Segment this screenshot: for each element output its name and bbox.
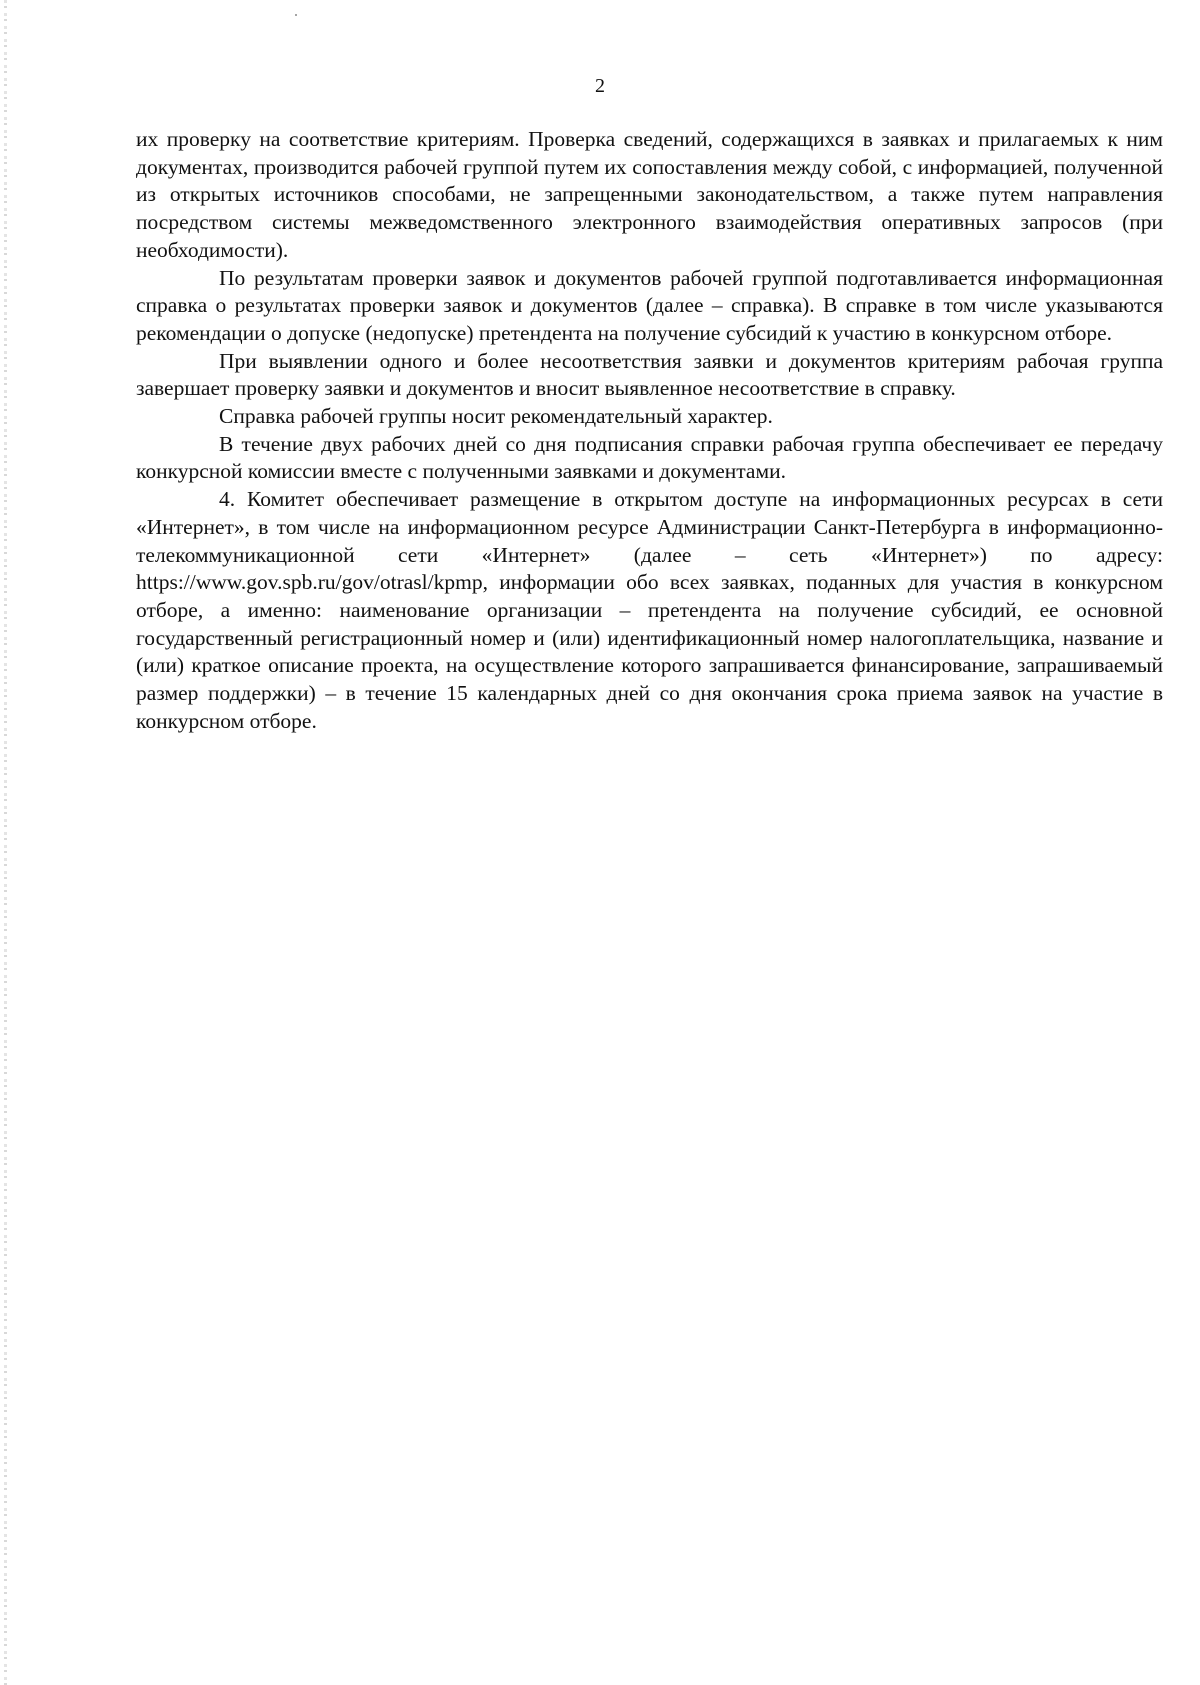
document-body	[136, 126, 1163, 735]
paragraph-nonconformity: При выявлении одного и более несоответствия заявки и документов критериям рабочая группа завершает проверку заявки и документов и вносит выявленное несоответствие в справку.	[136, 348, 1163, 401]
scan-edge-artifact	[4, 0, 7, 1685]
paragraph-continuation: их проверку на соответствие критериям. Проверка сведений, содержащихся в заявках и прилагаемых к ним документах, производится рабочей группой путем их сопоставления между собой, с информацией, полученной из открытых источников способами, не запрещенными законодательством, а также путем направления посредством системы межведомственного электронного взаимодействия оперативных запросов (при необходимости).	[136, 127, 1163, 262]
paragraph-verification-results: По результатам проверки заявок и документов рабочей группой подготавливается информационная справка о результатах проверки заявок и документов (далее – справка). В справке в том числе указываются рекомендации о допуске (недопуске) претендента на получение субсидий к участию в конкурсном отборе.	[136, 265, 1163, 345]
paragraph-advisory-note: Справка рабочей группы носит рекомендательный характер.	[219, 404, 773, 429]
paragraph-item-4-publication: 4. Комитет обеспечивает размещение в открытом доступе на информационных ресурсах в сети «Интернет», в том числе на информационном ресурсе Администрации Санкт-Петербурга в информационно-телекоммуникационной сети «Интернет» (далее – сеть «Интернет») по адресу: https://www.gov.spb.ru/gov/otrasl/kpmp, информации обо всех заявках, поданных для участия в конкурсном отборе, а именно: наименование организации – претендента на получение субсидий, ее основной государственный регистрационный номер и (или) идентификационный номер налогоплательщика, название и (или) краткое описание проекта, на осуществление которого запрашивается финансирование, запрашиваемый размер поддержки) – в течение 15 календарных дней со дня окончания срока приема заявок на участие в конкурсном отборе.	[136, 487, 1163, 733]
page-number: 2	[595, 75, 605, 97]
paragraph-transfer-deadline: В течение двух рабочих дней со дня подписания справки рабочая группа обеспечивает ее передачу конкурсной комиссии вместе с полученными заявками и документами.	[136, 431, 1163, 484]
scan-speck	[295, 14, 297, 16]
